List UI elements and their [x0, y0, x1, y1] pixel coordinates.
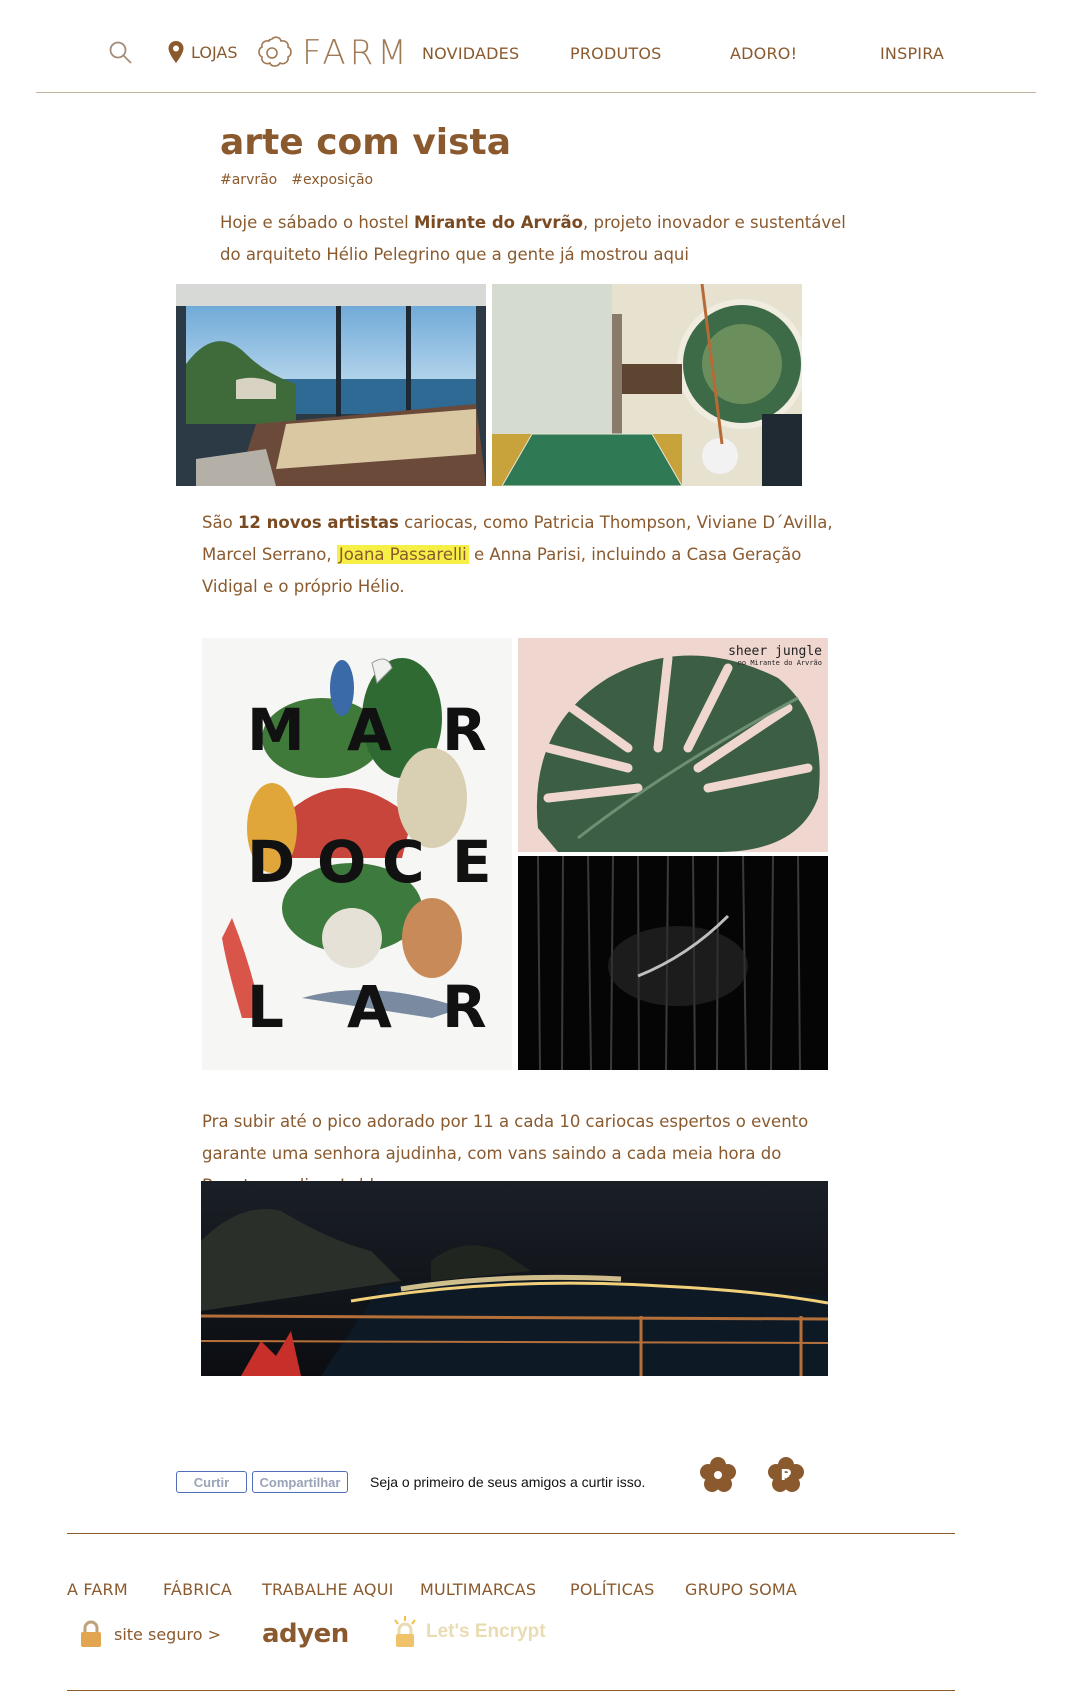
poster-letter: R [442, 973, 487, 1041]
mar-doce-lar-poster [202, 638, 512, 1070]
footer-link-grupo-soma[interactable]: GRUPO SOMA [685, 1580, 798, 1599]
transport-paragraph: Pra subir até o pico adorado por 11 a cada 10 cariocas espertos o evento garante uma senhora ajudinha, com vans saindo a cada meia hora do [202, 1112, 809, 1163]
social-note: Seja o primeiro de seus amigos a curtir isso. [370, 1474, 646, 1490]
footer-link-multimarcas[interactable]: MULTIMARCAS [420, 1580, 537, 1599]
poster-letter: R [442, 696, 487, 764]
adyen-logo: adyen [262, 1619, 349, 1649]
secure-site-label: site seguro > [114, 1624, 221, 1644]
flower-share-icon[interactable] [699, 1456, 737, 1494]
sheer-jungle-subtitle: no Mirante do Arvrão [737, 659, 822, 667]
nav-inspira[interactable]: INSPIRA [880, 44, 945, 63]
stores-label: LOJAS [191, 42, 238, 62]
sheer-jungle-title: sheer jungle [728, 644, 822, 659]
hostel-name: Mirante do Arvrão [413, 213, 584, 232]
sheer-jungle-image [518, 638, 828, 852]
secure-site-link[interactable] [80, 1620, 221, 1648]
night-city-photo [201, 1181, 828, 1376]
poster-letter: M [247, 696, 305, 764]
flower-logo-icon [252, 35, 292, 71]
lock-icon [80, 1620, 102, 1648]
search-icon[interactable] [108, 40, 134, 66]
tag-link[interactable]: #exposição [291, 172, 374, 188]
highlighted-artist: Joana Passarelli [338, 545, 467, 564]
poster-letter: D [247, 828, 296, 896]
artists-count: 12 novos artistas [237, 513, 399, 532]
nav-produtos[interactable]: PRODUTOS [570, 44, 662, 63]
farm-logo[interactable] [252, 33, 411, 73]
artists-paragraph: São 12 novos artistas cariocas, como Patricia Thompson, Viviane D´Avilla, Marcel Serrano, Joana Passarelli e Anna Parisi, incluindo a Casa Geração Vidigal e o próprio Hélio. [202, 513, 833, 596]
bedroom-photo [176, 284, 486, 486]
letsencrypt-logo [390, 1616, 546, 1648]
tag-link[interactable]: #arvrão [220, 172, 278, 188]
poster-letter: O [317, 828, 367, 896]
footer-link-politicas[interactable]: POLÍTICAS [570, 1580, 655, 1599]
poster-letter: E [452, 828, 492, 896]
bathroom-photo [492, 284, 802, 486]
location-pin-icon [167, 40, 185, 64]
logo-text: FARM [302, 33, 411, 73]
footer-link-trabalhe[interactable]: TRABALHE AQUI [262, 1580, 394, 1599]
letsencrypt-label: Let's Encrypt [426, 1621, 546, 1642]
pinterest-flower-icon[interactable] [767, 1456, 805, 1494]
footer-link-fabrica[interactable]: FÁBRICA [163, 1580, 233, 1599]
forest-silhouette-image [518, 856, 828, 1070]
stores-link[interactable] [167, 40, 237, 64]
intro-paragraph: Hoje e sábado o hostel Mirante do Arvrão, projeto inovador e sustentável do arquiteto Hélio Pelegrino que a gente já mostrou aqui [220, 213, 846, 264]
poster-letter: A [347, 973, 392, 1041]
share-button[interactable]: Compartilhar [252, 1471, 348, 1493]
footer-link-a-farm[interactable]: A FARM [67, 1580, 128, 1599]
footer-divider-bottom [67, 1690, 955, 1691]
nav-novidades[interactable]: NOVIDADES [422, 44, 520, 63]
poster-letter: C [382, 828, 425, 896]
nav-adoro[interactable]: ADORO! [730, 44, 798, 63]
svg-text:P: P [780, 1466, 792, 1484]
article-tags [220, 172, 373, 188]
header-divider [36, 92, 1036, 93]
poster-letter: L [247, 973, 284, 1041]
letsencrypt-lock-icon [390, 1616, 420, 1648]
poster-letter: A [347, 696, 392, 764]
like-button[interactable]: Curtir [176, 1471, 247, 1493]
article-title: arte com vista [220, 122, 512, 163]
footer-divider-top [67, 1533, 955, 1534]
